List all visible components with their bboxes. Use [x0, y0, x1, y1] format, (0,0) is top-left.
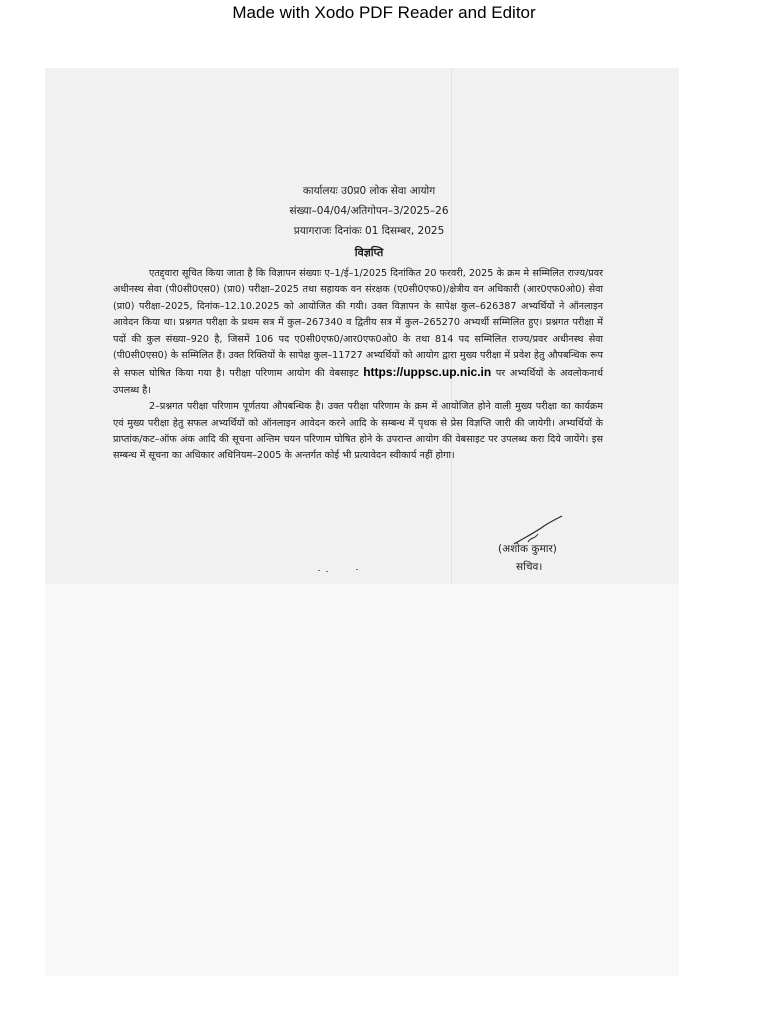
paragraph-1	[113, 266, 603, 399]
notice-letter	[113, 181, 603, 465]
place-date: प्रयागराजः दिनांकः 01 दिसम्बर, 2025	[293, 225, 445, 237]
scan-speck	[318, 570, 320, 571]
notice-title: विज्ञप्ति	[354, 246, 384, 259]
paragraph-1-text: एतद्द्वारा सूचित किया जाता है कि विज्ञापन संख्याः ए–1/ई–1/2025 दिनांकित 20 फरवरी, 2025 के क्रम मे सम्मिलित राज्य/प्रवर अधीनस्थ सेवा (पी0सी0एस0) (प्रा0) परीक्षा–2025 तथा सहायक वन संरक्षक (ए0सी0एफ0)/क्षेत्रीय वन अधिकारी (आर0एफ0ओ0) सेवा (प्रा0) परीक्षा–2025, दिनांक–12.10.2025 को आयोजित की गयी। उक्त विज्ञापन के सापेक्ष कुल–626387 अभ्यर्थियों ने ऑनलाइन आवेदन किया था। प्रश्नगत परीक्षा के प्रथम सत्र में कुल–267340 व द्वितीय सत्र में कुल–265270 अभ्यर्थी सम्मिलित हुए। प्रश्नगत परीक्षा में पदों की कुल संख्या–920 है, जिसमें 106 पद ए0सी0एफ0/आर0एफ0ओ0 के तथा 814 पद सम्मिलित राज्य/प्रवर अधीनस्थ सेवा (पी0सी0एस0) के सम्मिलित हैं। उक्त रिक्तियों के सापेक्ष कुल–11727 अभ्यर्थियों को आयोग द्वारा मुख्य परीक्षा में प्रवेश हेतु औपबन्धिक रूप से सफल घोषित किया गया है। परीक्षा परिणाम आयोग की वेबसाइट	[113, 268, 603, 380]
scan-speck	[356, 569, 358, 570]
scan-speck	[326, 571, 328, 572]
website-link[interactable]: https://uppsc.up.nic.in	[363, 365, 492, 380]
signatory-name: (अशोक कुमार)	[498, 543, 557, 555]
reference-number: संख्या–04/04/अतिगोपन–3/2025–26	[289, 205, 449, 217]
paragraph-2: 2–प्रश्नगत परीक्षा परिणाम पूर्णतया औपबन्धिक है। उक्त परीक्षा परिणाम के क्रम में आयोजित होने वाली मुख्य परीक्षा का कार्यक्रम एवं मुख्य परीक्षा हेतु सफल अभ्यर्थियों को ऑनलाइन आवेदन करने आदि के सम्बन्ध में पृथक से प्रेस विज्ञप्ति जारी की जायेगी। अभ्यर्थियों के प्राप्तांक/कट–ऑफ अंक आदि की सूचना अन्तिम चयन परिणाम घोषित होने के उपरान्त आयोग की वेबसाइट पर उपलब्ध करा दिये जायेंगे। इस सम्बन्ध में सूचना का अधिकार अधिनियम–2005 के अन्तर्गत कोई भी प्रत्यावेदन स्वीकार्य नहीं होगा।	[113, 401, 603, 462]
office-heading: कार्यालयः उ0प्र0 लोक सेवा आयोग	[302, 185, 436, 197]
paragraph-1-tail: पर अभ्यर्थियों के अवलोकनार्थ उपलब्ध है।	[113, 368, 603, 396]
signatory-title: सचिव।	[516, 561, 543, 573]
watermark-banner: Made with Xodo PDF Reader and Editor	[232, 3, 536, 22]
